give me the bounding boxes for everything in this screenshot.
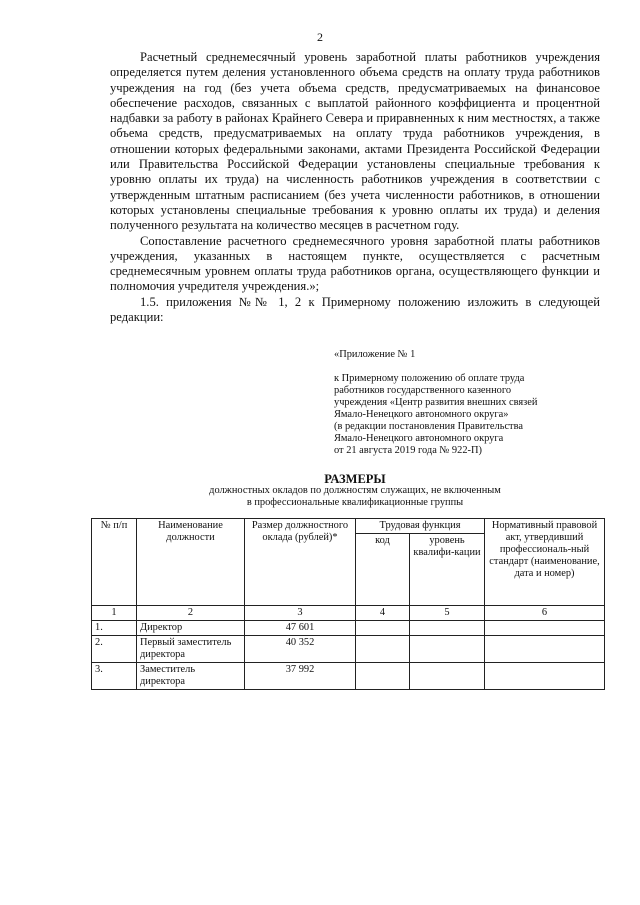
row-position: Директор [137, 621, 245, 636]
table-row [92, 663, 605, 690]
column-number: 1 [92, 606, 137, 621]
table-row [92, 621, 605, 636]
column-number: 4 [356, 606, 410, 621]
appendix-line: к Примерному положению об оплате труда [334, 373, 525, 384]
appendix-line: работников государственного казенного [334, 385, 512, 396]
row-position: Первый заместитель директора [137, 636, 245, 663]
row-number: 2. [92, 636, 137, 663]
appendix-title: «Приложение № 1 [334, 349, 416, 360]
table-subtitle-line: в профессиональные квалификационные группы [246, 497, 464, 508]
page-number: 2 [317, 30, 323, 44]
row-level [410, 663, 485, 690]
row-salary: 47 601 [245, 621, 356, 636]
column-number: 5 [410, 606, 485, 621]
row-level [410, 621, 485, 636]
header-standard: Нормативный правовой акт, утвердивший профессиональ-ный стандарт (наименование, дата и номер) [485, 519, 605, 606]
row-level [410, 636, 485, 663]
header-number: № п/п [92, 519, 137, 606]
table-title: РАЗМЕРЫ [324, 472, 386, 486]
appendix-line: Ямало-Ненецкого автономного округа» [334, 409, 509, 420]
row-standard [485, 663, 605, 690]
appendix-line: от 21 августа 2019 года № 922-П) [334, 445, 482, 456]
row-code [356, 663, 410, 690]
paragraph-calculation: Расчетный среднемесячный уровень заработной платы работников учреждения определяется путем деления установленного объема средств на оплату труда работников учреждения на год (без учета объема средств, предусматриваемых на финансовое обеспечение расходов, связанных с выплатой районного коэффициента и процентной надбавки за работу в районах Крайнего Севера и приравненных к ним местностях, а также объема средств, предусматриваемых на оплату труда работников учреждения, в отношении которых федеральными законами, актами Президента Российской Федерации или Правительства Российской Федерации установлены специальные требования к уровню оплаты их труда) на численность работников учреждения в соответствии с утвержденным штатным расписанием (без учета численности работников, в отношении которых установлены специальные требования к уровню оплаты их труда) и деления полученного результата на количество месяцев в расчетном году. [110, 50, 600, 233]
column-number: 2 [137, 606, 245, 621]
appendix-line: Ямало-Ненецкого автономного округа [334, 433, 504, 444]
column-number: 3 [245, 606, 356, 621]
body-text [110, 50, 600, 325]
row-position: Заместитель директора [137, 663, 245, 690]
table-subtitle-line: должностных окладов по должностям служащих, не включенным [209, 485, 501, 496]
appendix-line: учреждения «Центр развития внешних связей [334, 397, 538, 408]
appendix-line: (в редакции постановления Правительства [334, 421, 523, 432]
paragraph-comparison: Сопоставление расчетного среднемесячного уровня заработной платы работников учреждения, указанных в настоящем пункте, осуществляется с расчетным среднемесячным уровнем оплаты труда работников органа, осуществляющего функции и полномочия учредителя учреждения.»; [110, 233, 600, 294]
column-number: 6 [485, 606, 605, 621]
row-code [356, 621, 410, 636]
header-code: код [356, 534, 410, 606]
row-number: 3. [92, 663, 137, 690]
row-standard [485, 621, 605, 636]
table-subtitle [110, 485, 600, 509]
row-code [356, 636, 410, 663]
header-qualification-level: уровень квалифи-кации [410, 534, 485, 606]
row-salary: 37 992 [245, 663, 356, 690]
header-position: Наименование должности [137, 519, 245, 606]
header-salary: Размер должностного оклада (рублей)* [245, 519, 356, 606]
salary-table [91, 518, 605, 690]
paragraph-amendment: 1.5. приложения №№ 1, 2 к Примерному положению изложить в следующей редакции: [110, 294, 600, 325]
header-labor-function: Трудовая функция [356, 519, 485, 534]
column-number-row [92, 606, 605, 621]
table-row [92, 636, 605, 663]
appendix-header [334, 349, 624, 457]
row-standard [485, 636, 605, 663]
row-salary: 40 352 [245, 636, 356, 663]
row-number: 1. [92, 621, 137, 636]
